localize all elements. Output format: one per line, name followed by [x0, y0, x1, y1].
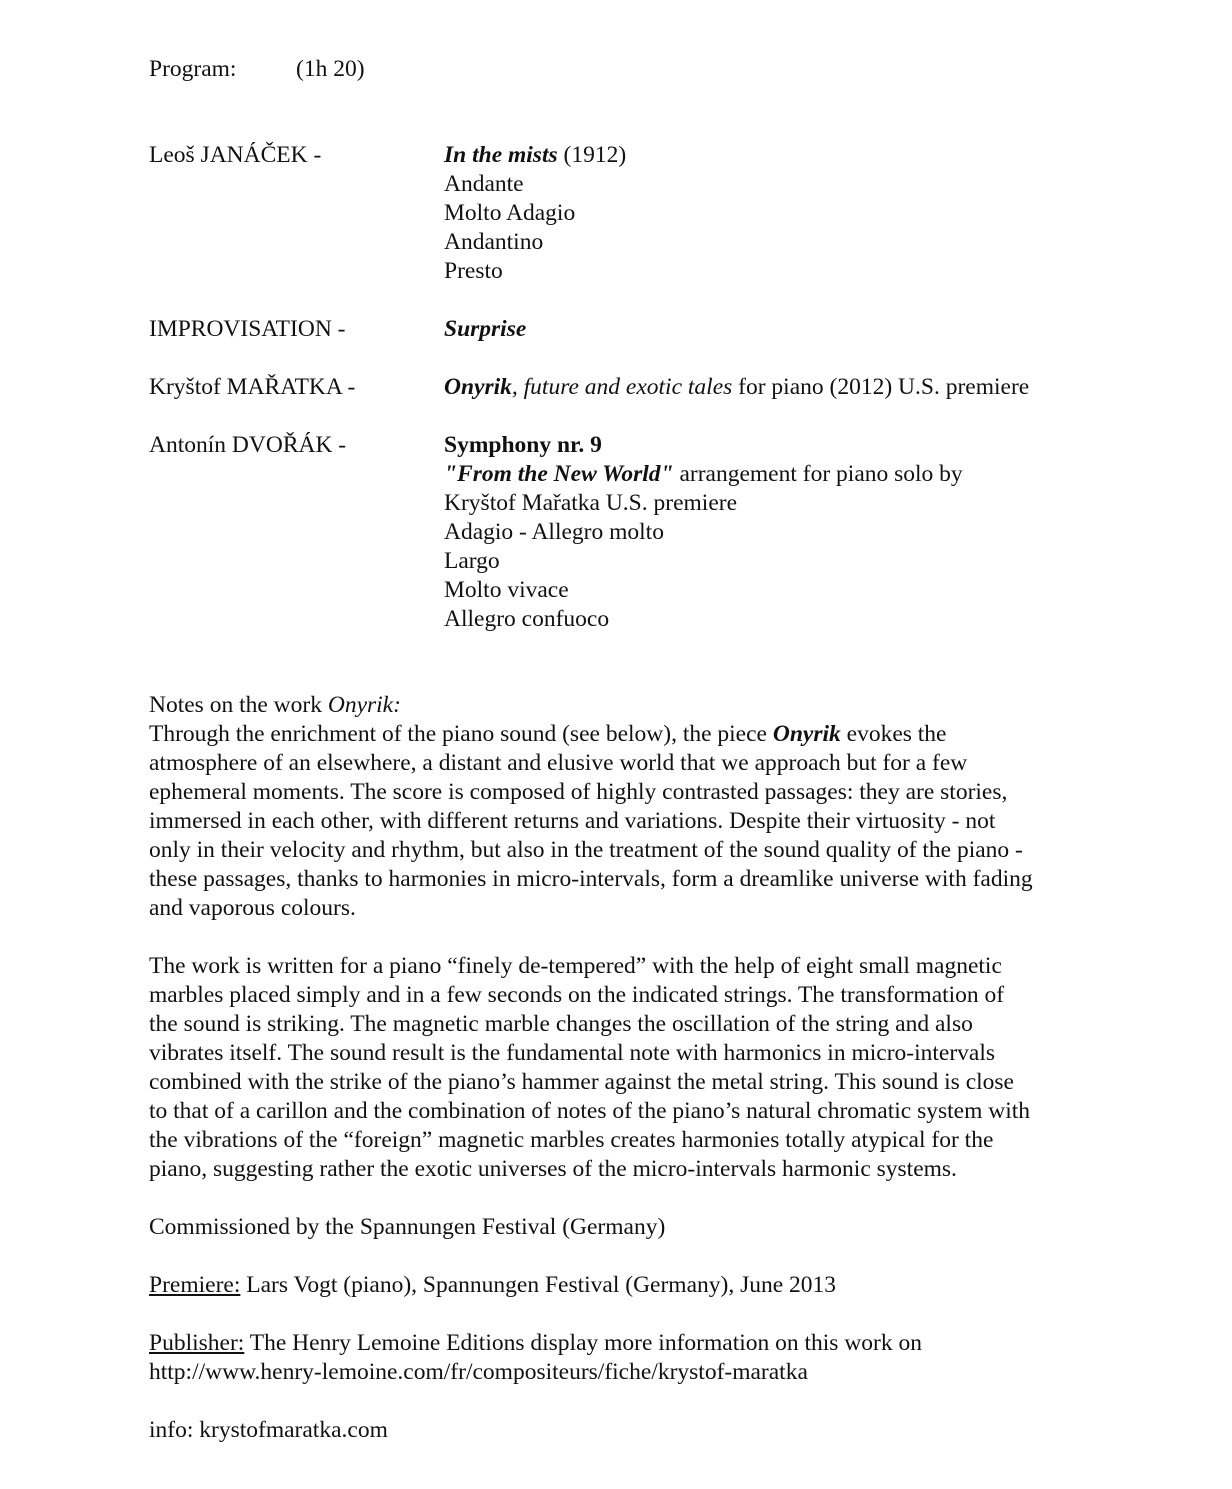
paragraph-line: [149, 720, 1109, 749]
work-arranger: Kryštof Mařatka U.S. premiere: [444, 490, 738, 516]
movement: Allegro confuoco: [444, 606, 610, 632]
movement: Presto: [444, 258, 503, 284]
publisher-block: [149, 1329, 1109, 1387]
program-entry-improvisation: [149, 315, 1109, 344]
composer-name: Antonín DVOŘÁK -: [149, 432, 347, 458]
work-title: Symphony nr. 9: [444, 432, 602, 458]
paragraph-line: and vaporous colours.: [149, 895, 356, 921]
movement: Largo: [444, 548, 500, 574]
work-subtitle: "From the New World": [444, 461, 674, 487]
premiere-label: Premiere:: [149, 1272, 241, 1298]
program-header: [149, 55, 1109, 84]
info-line[interactable]: info: krystofmaratka.com: [149, 1417, 388, 1443]
paragraph-line: the sound is striking. The magnetic marble changes the oscillation of the string and also: [149, 1011, 973, 1037]
composer-name: Leoš JANÁČEK -: [149, 142, 322, 168]
paragraph-line: marbles placed simply and in a few seconds on the indicated strings. The transformation of: [149, 982, 1005, 1008]
composer-name: IMPROVISATION -: [149, 316, 346, 342]
program-label: Program:: [149, 56, 237, 82]
movement: Andante: [444, 171, 524, 197]
paragraph-line: vibrates itself. The sound result is the fundamental note with harmonics in micro-intervals: [149, 1040, 996, 1066]
notes-section: [149, 691, 1109, 1445]
movement: Molto vivace: [444, 577, 569, 603]
paragraph-line: immersed in each other, with different returns and variations. Despite their virtuosity - not: [149, 808, 996, 834]
work-name-emphasis: Onyrik: [772, 721, 841, 747]
paragraph-line: to that of a carillon and the combination of notes of the piano’s natural chromatic system with: [149, 1098, 1031, 1124]
movement: Molto Adagio: [444, 200, 576, 226]
work-year: (1912): [557, 142, 627, 168]
notes-heading-prefix: Notes on the work: [149, 692, 328, 718]
notes-paragraph-1: [149, 720, 1109, 923]
composer-name: Kryštof MAŘATKA -: [149, 374, 356, 400]
publisher-label: Publisher:: [149, 1330, 245, 1356]
paragraph-line: ephemeral moments. The score is composed of highly contrasted passages: they are stories,: [149, 779, 1008, 805]
line-text: Through the enrichment of the piano sound (see below), the piece: [149, 721, 773, 747]
paragraph-line: only in their velocity and rhythm, but also in the treatment of the sound quality of the piano -: [149, 837, 1023, 863]
program-entry-maratka: [149, 373, 1109, 402]
paragraph-line: these passages, thanks to harmonies in micro-intervals, form a dreamlike universe with fading: [149, 866, 1033, 892]
work-details: [444, 315, 1109, 344]
program-entry-janacek: [149, 141, 1109, 286]
work-description: for piano (2012) U.S. premiere: [732, 374, 1030, 400]
program-entry-dvorak: [149, 431, 1109, 634]
movement: Andantino: [444, 229, 544, 255]
program-duration: (1h 20): [296, 56, 365, 82]
premiere-text: Lars Vogt (piano), Spannungen Festival (Germany), June 2013: [240, 1272, 837, 1298]
movement: Adagio - Allegro molto: [444, 519, 664, 545]
paragraph-line: The work is written for a piano “finely de-tempered” with the help of eight small magnetic: [149, 953, 1002, 979]
work-details: [444, 141, 1109, 286]
work-details: [444, 373, 1109, 402]
document-page: [149, 55, 1109, 1474]
work-title: Surprise: [444, 316, 527, 342]
work-title: In the mists: [444, 142, 558, 168]
premiere-line: [149, 1271, 1109, 1300]
work-title-subtitle: , future and exotic tales: [511, 374, 733, 400]
work-details: [444, 431, 1109, 634]
paragraph-line: atmosphere of an elsewhere, a distant and elusive world that we approach but for a few: [149, 750, 968, 776]
line-text: evokes the: [840, 721, 947, 747]
publisher-text: The Henry Lemoine Editions display more information on this work on: [244, 1330, 923, 1356]
paragraph-line: the vibrations of the “foreign” magnetic marbles creates harmonies totally atypical for the: [149, 1127, 994, 1153]
notes-paragraph-2: [149, 952, 1109, 1184]
work-arrangement: arrangement for piano solo by: [673, 461, 963, 487]
paragraph-line: piano, suggesting rather the exotic universes of the micro-intervals harmonic systems.: [149, 1156, 957, 1182]
publisher-url[interactable]: http://www.henry-lemoine.com/fr/compositeurs/fiche/krystof-maratka: [149, 1359, 808, 1385]
publisher-line: [149, 1329, 1109, 1358]
notes-heading-work: Onyrik:: [327, 692, 401, 718]
commissioned-line: Commissioned by the Spannungen Festival (Germany): [149, 1214, 666, 1240]
work-title: Onyrik: [444, 374, 512, 400]
paragraph-line: combined with the strike of the piano’s hammer against the metal string. This sound is close: [149, 1069, 1014, 1095]
notes-heading: [149, 691, 1109, 720]
